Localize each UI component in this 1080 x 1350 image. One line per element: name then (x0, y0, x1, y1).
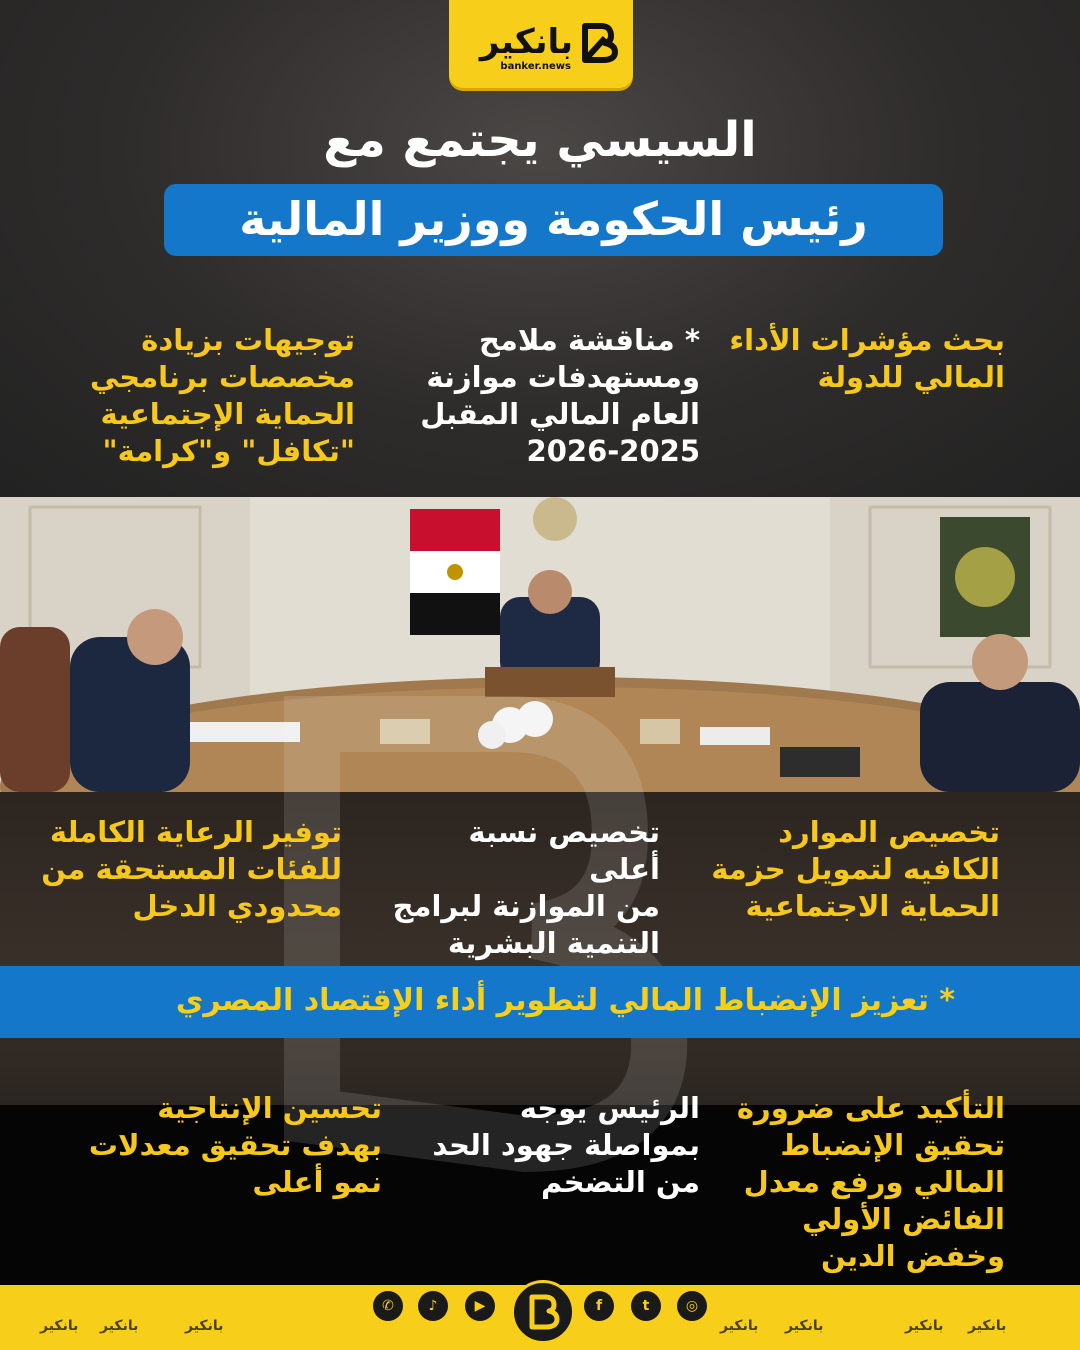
footer-brand-3: بانكير (185, 1318, 224, 1334)
middle-point-3: توفير الرعاية الكاملة للفئات المستحقة من محدودي الدخل (41, 815, 342, 923)
tiktok-icon[interactable]: ♪ (418, 1291, 448, 1321)
footer-brand-4: بانكير (720, 1318, 759, 1334)
bottom-point-1: التأكيد على ضرورة تحقيق الإنضباط المالي ورفع معدل الفائض الأولي وخفض الدين (736, 1091, 1005, 1273)
brand-logo[interactable] (449, 0, 633, 88)
page-title: السيسي يجتمع مع (323, 112, 757, 168)
subtitle-box (164, 184, 943, 256)
top-point-2: * مناقشة ملامح ومستهدفات موازنة العام المالي المقبل 2026-2025 (420, 323, 700, 468)
top-point-1: بحث مؤشرات الأداء المالي للدولة (729, 323, 1005, 394)
banner-text: * تعزيز الإنضباط المالي لتطوير أداء الإقتصاد المصري (175, 983, 955, 1018)
center-logo-mark (514, 1283, 572, 1341)
center-logo-icon[interactable] (511, 1280, 575, 1344)
bottom-point-3: تحسين الإنتاجية بهدف تحقيق معدلات نمو أعلى (88, 1091, 382, 1199)
whatsapp-icon[interactable]: ✆ (373, 1291, 403, 1321)
highlight-banner (0, 966, 1080, 1038)
footer-brand-2: بانكير (100, 1318, 139, 1334)
middle-point-2: تخصيص نسبة أعلى من الموازنة لبرامج التنمية البشرية (392, 815, 660, 960)
top-point-3: توجيهات بزيادة مخصصات برنامجي الحماية الإجتماعية "تكافل" و"كرامة" (89, 323, 355, 468)
youtube-icon[interactable]: ▶ (465, 1291, 495, 1321)
footer-brand-7: بانكير (968, 1318, 1007, 1334)
brand-domain: banker.news (500, 61, 571, 72)
bottom-point-2: الرئيس يوجه بمواصلة جهود الحد من التضخم (432, 1091, 700, 1199)
brand-name: بانكير (479, 22, 573, 62)
page-subtitle: رئيس الحكومة ووزير المالية (239, 192, 868, 246)
footer-brand-5: بانكير (785, 1318, 824, 1334)
twitter-icon[interactable]: t (631, 1291, 661, 1321)
middle-point-1: تخصيص الموارد الكافيه لتمويل حزمة الحماية الاجتماعية (711, 815, 1000, 923)
footer-brand-1: بانكير (40, 1318, 79, 1334)
instagram-icon[interactable]: ◎ (677, 1291, 707, 1321)
footer-brand-6: بانكير (905, 1318, 944, 1334)
brand-mark-icon (579, 20, 621, 64)
facebook-icon[interactable]: f (584, 1291, 614, 1321)
